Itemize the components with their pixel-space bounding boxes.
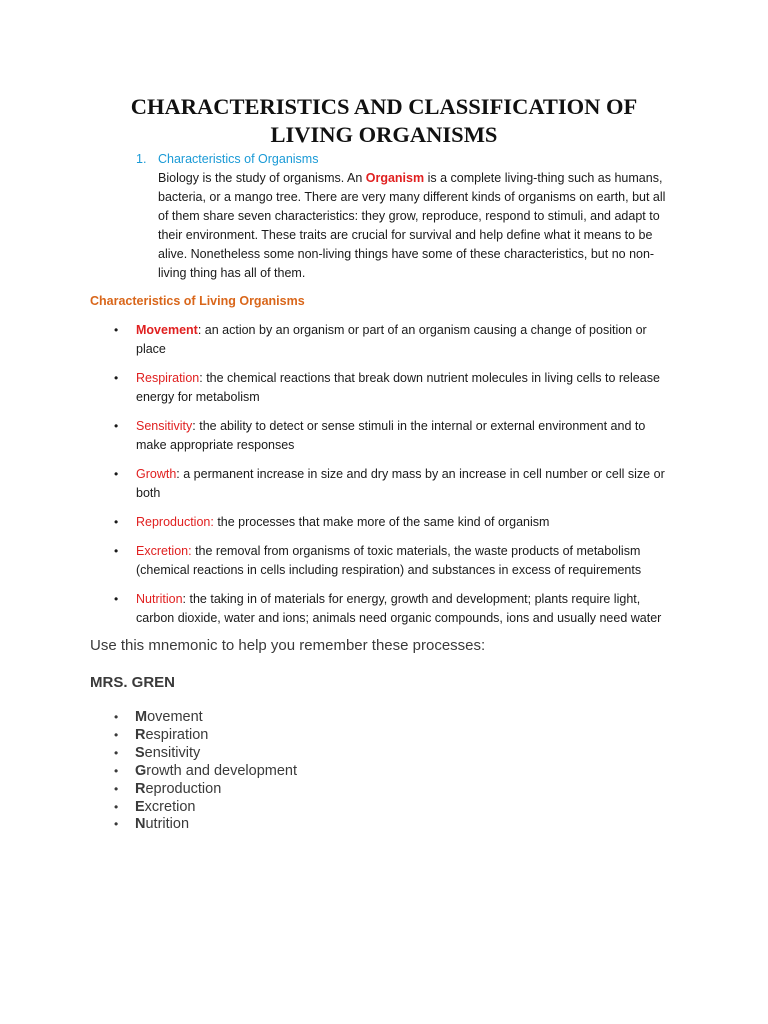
list-item bbox=[110, 763, 297, 781]
bullet-icon: • bbox=[114, 419, 119, 433]
mnemonic-rest: utrition bbox=[145, 816, 190, 833]
bullet-icon: • bbox=[114, 817, 119, 832]
separator: : bbox=[197, 323, 205, 337]
list-item bbox=[110, 369, 675, 407]
mnemonic-rest: espiration bbox=[145, 726, 209, 743]
section-characteristics-of-organisms bbox=[136, 150, 676, 283]
organism-highlight: Organism bbox=[365, 171, 425, 185]
list-item bbox=[110, 513, 675, 532]
list-item bbox=[110, 816, 297, 834]
title-line-2: LIVING ORGANISMS bbox=[270, 122, 498, 147]
mnemonic-initial: R bbox=[135, 726, 146, 743]
section-1-paragraph bbox=[158, 169, 676, 283]
bullet-icon: • bbox=[114, 592, 119, 606]
list-item bbox=[110, 465, 675, 503]
bullet-icon: • bbox=[114, 323, 119, 337]
term: Sensitivity bbox=[136, 419, 193, 433]
mnemonic-initial: S bbox=[135, 744, 145, 761]
definition: an action by an organism or part of an organism causing a change of position or place bbox=[136, 323, 647, 356]
mnemonic-rest: eproduction bbox=[145, 780, 222, 797]
list-item bbox=[110, 542, 675, 580]
mnemonic-rest: xcretion bbox=[144, 798, 196, 815]
definition: a permanent increase in size and dry mass by an increase in cell number or cell size or both bbox=[136, 467, 665, 500]
mnemonic-rest: ensitivity bbox=[144, 744, 201, 761]
list-item bbox=[110, 799, 297, 817]
mnemonic-rest: rowth and development bbox=[146, 762, 298, 779]
paragraph-text-rest: is a complete living-thing such as humans, bacteria, or a mango tree. There are very many different kinds of organisms on earth, but all of them share seven characteristics: they grow, reproduce, respond to stimuli, and adapt to their environment. These traits are crucial for survival and help define what it means to be alive. Nonetheless some non-living things have some of these characteristics, but no non-living thing has all of them. bbox=[158, 171, 666, 280]
term: Growth bbox=[136, 467, 177, 481]
bullet-icon: • bbox=[114, 781, 119, 796]
separator: : bbox=[210, 515, 218, 529]
section-1-number: 1. bbox=[136, 152, 147, 166]
definition: the ability to detect or sense stimuli in the internal or external environment and to make appropriate responses bbox=[136, 419, 646, 452]
definition: the processes that make more of the same kind of organism bbox=[217, 515, 550, 529]
definition: the chemical reactions that break down nutrient molecules in living cells to release energy for metabolism bbox=[136, 371, 660, 404]
list-item bbox=[110, 417, 675, 455]
bullet-icon: • bbox=[114, 745, 119, 760]
separator: : bbox=[199, 371, 207, 385]
bullet-icon: • bbox=[114, 544, 119, 558]
list-item bbox=[110, 745, 297, 763]
bullet-icon: • bbox=[114, 727, 119, 742]
bullet-icon: • bbox=[114, 763, 119, 778]
definition: the removal from organisms of toxic materials, the waste products of metabolism (chemical reactions in cells including respiration) and substances in excess of requirements bbox=[136, 544, 642, 577]
mnemonic-rest: ovement bbox=[147, 709, 203, 725]
term: Movement bbox=[136, 323, 198, 337]
list-item bbox=[110, 590, 675, 628]
term: Respiration bbox=[136, 371, 200, 385]
separator: : bbox=[192, 419, 200, 433]
paragraph-text-start: Biology is the study of organisms. An bbox=[158, 171, 366, 185]
section-2-heading: Characteristics of Living Organisms bbox=[90, 294, 305, 308]
title-line-1: CHARACTERISTICS AND CLASSIFICATION OF bbox=[130, 94, 638, 119]
mnemonic-acronym: MRS. GREN bbox=[90, 674, 176, 691]
separator: : bbox=[182, 592, 190, 606]
mnemonic-list bbox=[110, 709, 297, 834]
term: Excretion bbox=[136, 544, 189, 558]
section-1-heading-text: Characteristics of Organisms bbox=[158, 152, 319, 166]
mnemonic-intro: Use this mnemonic to help you remember these processes: bbox=[90, 637, 486, 654]
mnemonic-initial: R bbox=[135, 780, 146, 797]
list-item bbox=[110, 709, 297, 727]
characteristics-list bbox=[110, 321, 675, 638]
mnemonic-initial: N bbox=[135, 816, 146, 833]
term: Reproduction bbox=[136, 515, 211, 529]
bullet-icon: • bbox=[114, 799, 119, 814]
mnemonic-initial: M bbox=[135, 709, 148, 725]
separator: : bbox=[188, 544, 196, 558]
term: Nutrition bbox=[136, 592, 183, 606]
separator: : bbox=[176, 467, 184, 481]
bullet-icon: • bbox=[114, 371, 119, 385]
list-item bbox=[110, 321, 675, 359]
list-item bbox=[110, 781, 297, 799]
bullet-icon: • bbox=[114, 467, 119, 481]
definition: the taking in of materials for energy, growth and development; plants require light, carbon dioxide, water and ions; animals need organic compounds, ions and usually need water bbox=[136, 592, 662, 625]
bullet-icon: • bbox=[114, 515, 119, 529]
list-item bbox=[110, 727, 297, 745]
page-title bbox=[90, 93, 678, 149]
mnemonic-initial: G bbox=[135, 762, 147, 779]
mnemonic-initial: E bbox=[135, 798, 145, 815]
section-1-heading bbox=[136, 150, 676, 169]
bullet-icon: • bbox=[114, 710, 119, 724]
